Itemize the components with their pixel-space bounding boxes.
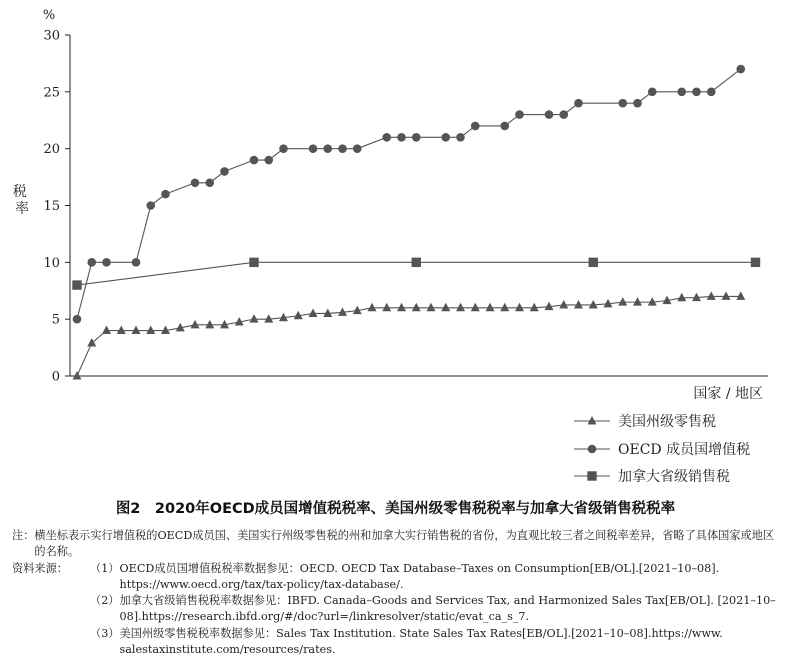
data-point-circle <box>736 65 745 74</box>
data-point-triangle <box>486 303 495 312</box>
source-item-3 <box>12 626 782 659</box>
data-point-triangle <box>588 416 597 425</box>
data-point-circle <box>161 190 170 199</box>
data-point-circle <box>323 144 332 153</box>
series-square <box>72 258 760 290</box>
data-point-circle <box>205 178 214 187</box>
data-point-circle <box>146 201 155 210</box>
data-point-circle <box>73 315 82 324</box>
y-axis-label <box>13 184 31 217</box>
data-point-triangle <box>471 303 480 312</box>
legend-label: 美国州级零售税 <box>618 414 716 430</box>
data-point-square <box>751 258 760 267</box>
data-point-circle <box>382 133 391 142</box>
data-point-square <box>249 258 258 267</box>
data-point-triangle <box>515 303 524 312</box>
data-point-triangle <box>191 320 200 329</box>
data-point-triangle <box>441 303 450 312</box>
data-point-triangle <box>250 314 259 323</box>
data-point-circle <box>471 122 480 131</box>
y-unit-label: % <box>42 8 56 23</box>
data-point-circle <box>87 258 96 267</box>
data-point-circle <box>648 88 657 97</box>
data-point-triangle <box>205 320 214 329</box>
legend-item-1 <box>574 413 716 430</box>
series-line <box>77 296 741 376</box>
data-point-circle <box>397 133 406 142</box>
data-point-circle <box>618 99 627 108</box>
source-text: 加拿大省级销售税税率数据参见：IBFD. Canada–Goods and Services Tax, and Harmonized Sales Tax[EB/OL]. [2021–10–08].https://research.ibfd.org/#/doc?url=/linkresolver/static/evat_ca_s_7. <box>119 594 776 624</box>
legend-label: OECD 成员国增值税 <box>618 442 751 458</box>
y-tick-label: 10 <box>43 255 60 271</box>
data-point-circle <box>353 144 362 153</box>
data-point-triangle <box>633 297 642 306</box>
y-axis-label-char-1: 税 <box>12 184 27 200</box>
data-point-triangle <box>456 303 465 312</box>
data-point-triangle <box>368 303 377 312</box>
data-point-circle <box>633 99 642 108</box>
y-ticks <box>43 29 70 385</box>
data-point-circle <box>545 110 554 119</box>
y-tick-label: 20 <box>43 142 60 158</box>
legend-item-2 <box>574 441 750 458</box>
data-point-square <box>412 258 421 267</box>
source-num: （2） <box>90 594 120 608</box>
legend-label: 加拿大省级销售税 <box>618 469 730 485</box>
data-point-circle <box>102 258 111 267</box>
data-point-circle <box>220 167 229 176</box>
data-point-triangle <box>427 303 436 312</box>
data-point-square <box>589 258 598 267</box>
data-point-circle <box>279 144 288 153</box>
data-point-triangle <box>618 297 627 306</box>
y-tick-label: 5 <box>51 312 60 328</box>
note <box>12 528 782 561</box>
data-point-triangle <box>736 291 745 300</box>
data-point-triangle <box>117 326 126 335</box>
x-axis-label: 国家 / 地区 <box>693 386 763 402</box>
note-label: 注： <box>12 529 35 542</box>
data-point-circle <box>309 144 318 153</box>
data-point-circle <box>132 258 141 267</box>
y-tick-label: 15 <box>43 199 60 214</box>
source-num: （3） <box>90 626 120 640</box>
series-line <box>77 69 741 319</box>
source-text: 美国州级零售税税率数据参见：Sales Tax Institution. State Sales Tax Rates[EB/OL].[2021–10–08].https://www. salestaxinstitute.com/resources/rates. <box>119 626 723 657</box>
data-point-triangle <box>146 326 155 335</box>
data-point-circle <box>191 178 200 187</box>
y-tick-label: 25 <box>43 85 60 101</box>
series-layer <box>72 65 760 380</box>
data-point-triangle <box>500 303 509 312</box>
data-point-triangle <box>707 291 716 300</box>
data-point-circle <box>677 88 686 97</box>
data-point-triangle <box>574 300 583 309</box>
legend <box>574 413 750 485</box>
legend-item-3 <box>574 468 730 485</box>
data-point-circle <box>574 99 583 108</box>
notes-block <box>12 528 782 658</box>
series-triangle <box>73 291 746 379</box>
data-point-circle <box>707 88 716 97</box>
data-point-circle <box>692 88 701 97</box>
data-point-triangle <box>73 371 82 380</box>
data-point-circle <box>250 156 259 165</box>
data-point-circle <box>500 122 509 131</box>
data-point-circle <box>456 133 465 142</box>
sources <box>12 561 782 659</box>
data-point-triangle <box>677 293 686 302</box>
data-point-circle <box>441 133 450 142</box>
sources-label: 资料来源： <box>12 561 68 575</box>
y-axis-label-char-2: 率 <box>15 201 29 217</box>
source-text: OECD成员国增值税税率数据参见：OECD. OECD Tax Database–Taxes on Consumption[EB/OL].[2021–10–08]. https://www.oecd.org/tax/tax-policy/tax-database/. <box>119 561 720 591</box>
y-tick-label: 30 <box>43 28 60 44</box>
data-point-square <box>72 280 81 289</box>
source-num: （1） <box>90 561 120 575</box>
data-point-triangle <box>132 326 141 335</box>
data-point-triangle <box>382 303 391 312</box>
source-item-2 <box>12 593 782 626</box>
data-point-circle <box>264 156 273 165</box>
data-point-triangle <box>412 303 421 312</box>
data-point-triangle <box>309 308 318 317</box>
data-point-triangle <box>87 338 96 347</box>
data-point-square <box>587 471 596 480</box>
data-point-circle <box>559 110 568 119</box>
data-point-triangle <box>102 326 111 335</box>
note-text: 横坐标表示实行增值税的OECD成员国、美国实行州级零售税的州和加拿大实行销售税的省份，为直观比较三者之间税率差异，省略了具体国家或地区的名称。 <box>34 529 775 559</box>
data-point-triangle <box>397 303 406 312</box>
chart-caption: 图2 2020年OECD成员国增值税税率、美国州级零售税税率与加拿大省级销售税税率 <box>115 501 676 517</box>
axes <box>70 35 768 376</box>
y-tick-label: 0 <box>51 369 60 385</box>
data-point-circle <box>412 133 421 142</box>
data-point-circle <box>338 144 347 153</box>
data-point-triangle <box>559 300 568 309</box>
series-circle <box>73 65 745 324</box>
data-point-circle <box>515 110 524 119</box>
source-item-1 <box>12 561 782 594</box>
data-point-triangle <box>722 291 731 300</box>
data-point-circle <box>588 445 597 454</box>
